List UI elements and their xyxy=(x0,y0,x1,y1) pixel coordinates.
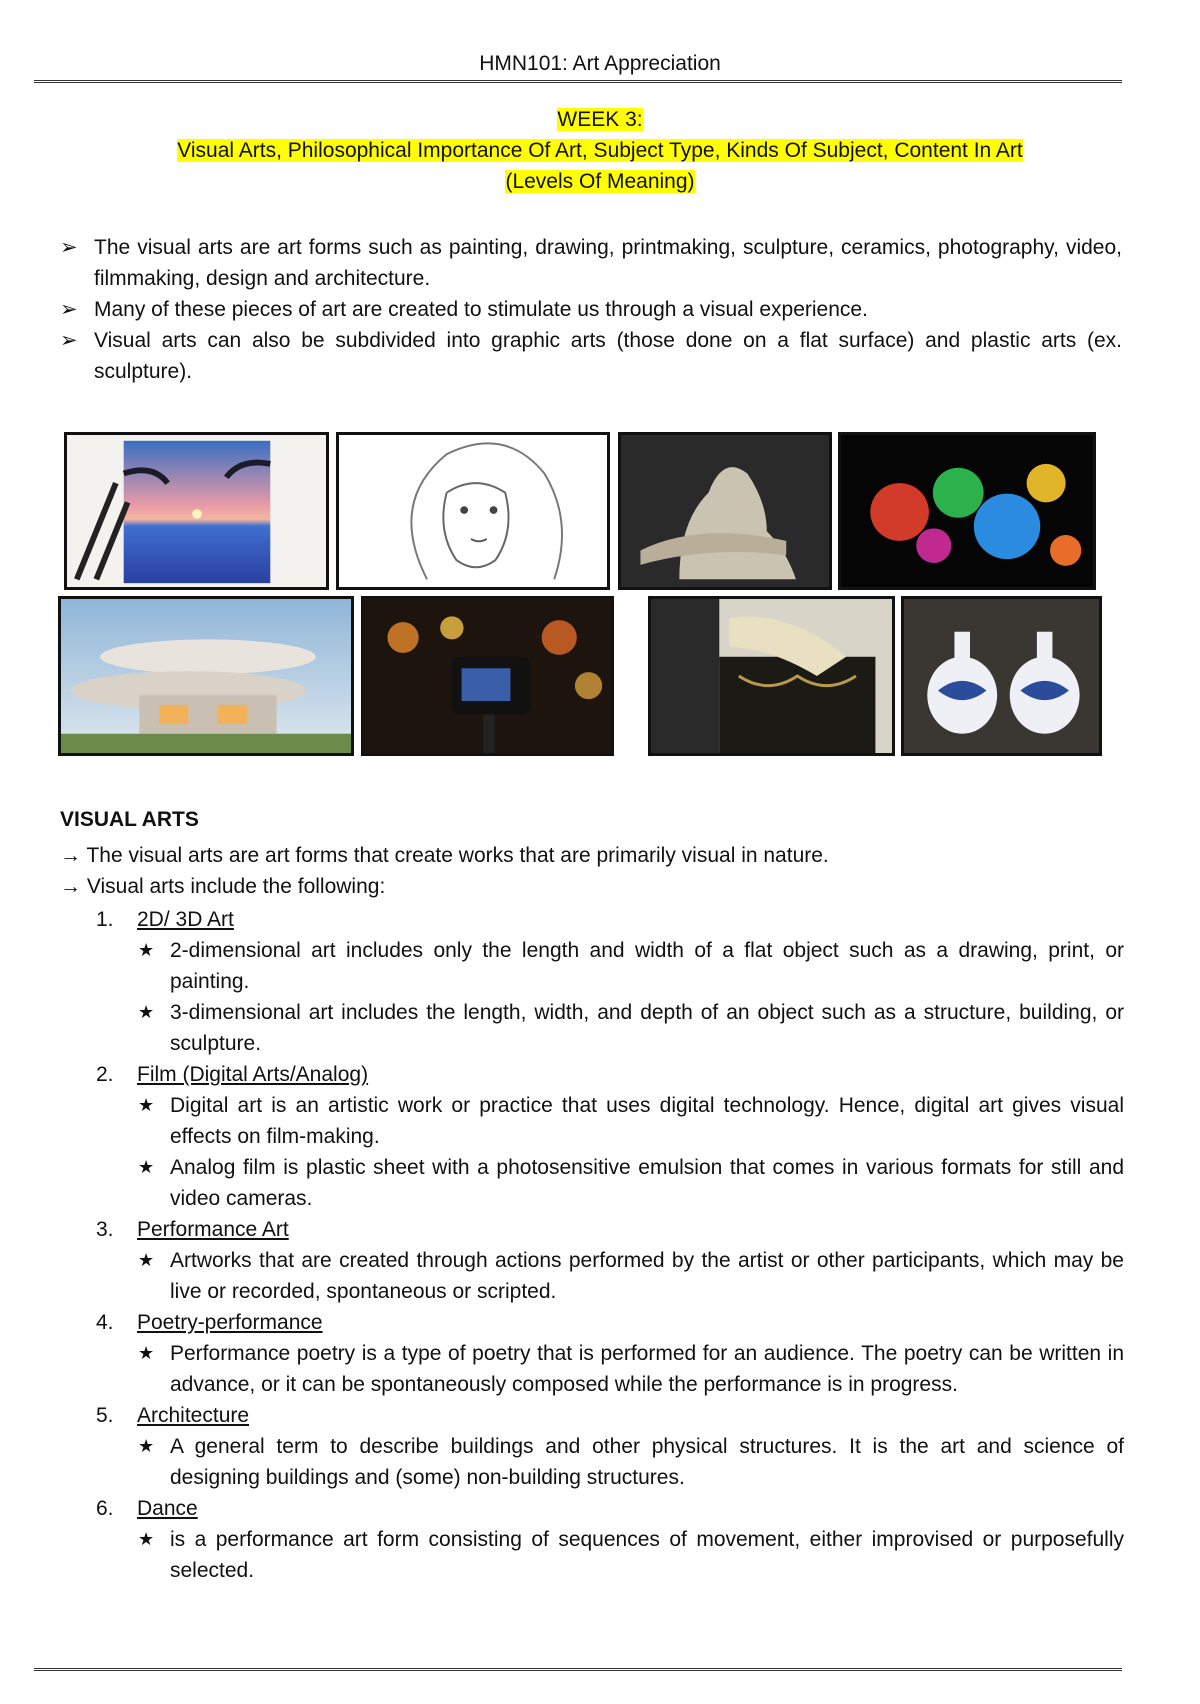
photography-photo xyxy=(361,596,614,756)
arrow-icon: → xyxy=(60,844,81,867)
sculpture-photo xyxy=(618,432,832,590)
section-heading-visual-arts: VISUAL ARTS xyxy=(60,808,199,831)
week-levels: (Levels Of Meaning) xyxy=(505,170,695,193)
star-icon: ★ xyxy=(138,1343,155,1363)
visual-arts-list xyxy=(60,904,1124,1586)
star-icon: ★ xyxy=(138,1157,155,1177)
architecture-photo xyxy=(58,596,354,756)
list-subpoint: ★ 3-dimensional art includes the length, width, and depth of an object such as a structure, building, or sculpture. xyxy=(60,997,1124,1059)
visual-arts-intro xyxy=(60,840,1124,902)
intro-bullet: ➢ Many of these pieces of art are created to stimulate us through a visual experience. xyxy=(58,294,1122,325)
star-icon: ★ xyxy=(138,1529,155,1549)
list-subpoint: ★ Performance poetry is a type of poetry that is performed for an audience. The poetry can be written in advance, or it can be spontaneously composed while the performance is in progress. xyxy=(60,1338,1124,1400)
list-item-title: 6. Dance xyxy=(96,1497,198,1520)
list-item-title: 4. Poetry-performance xyxy=(96,1311,323,1334)
list-subpoint: ★ Artworks that are created through actions performed by the artist or other participants, which may be live or recorded, spontaneous or scripted. xyxy=(60,1245,1124,1307)
list-subpoint: ★ A general term to describe buildings and other physical structures. It is the art and science of designing buildings and (some) non-building structures. xyxy=(60,1431,1124,1493)
week-heading xyxy=(90,104,1110,197)
intro-bullet-list xyxy=(58,232,1122,387)
star-icon: ★ xyxy=(138,1002,155,1022)
arrow-line: → The visual arts are art forms that create works that are primarily visual in nature. xyxy=(60,844,829,867)
star-icon: ★ xyxy=(138,940,155,960)
painting-photo xyxy=(64,432,329,590)
star-icon: ★ xyxy=(138,1095,155,1115)
list-item-title: 3. Performance Art xyxy=(96,1218,289,1241)
list-item-title: 1. 2D/ 3D Art xyxy=(96,908,234,931)
week-label: WEEK 3: xyxy=(557,108,643,131)
week-topics: Visual Arts, Philosophical Importance Of Art, Subject Type, Kinds Of Subject, Content In Art xyxy=(177,139,1023,162)
bullet-arrow-icon: ➢ xyxy=(60,329,78,352)
digital-art-image xyxy=(838,432,1096,590)
printmaking-photo xyxy=(648,596,895,756)
star-icon: ★ xyxy=(138,1436,155,1456)
drawing-image xyxy=(336,432,610,590)
list-subpoint: ★ Digital art is an artistic work or practice that uses digital technology. Hence, digital art gives visual effects on film-making. xyxy=(60,1090,1124,1152)
bullet-arrow-icon: ➢ xyxy=(60,236,78,259)
list-subpoint: ★ is a performance art form consisting of sequences of movement, either improvised or purposefully selected. xyxy=(60,1524,1124,1586)
document-header: HMN101: Art Appreciation xyxy=(479,52,721,75)
star-icon: ★ xyxy=(138,1250,155,1270)
arrow-icon: → xyxy=(60,875,81,898)
list-subpoint: ★ Analog film is plastic sheet with a photosensitive emulsion that comes in various formats for still and video cameras. xyxy=(60,1152,1124,1214)
intro-bullet: ➢ The visual arts are art forms such as painting, drawing, printmaking, sculpture, ceramics, photography, video, filmmaking, design and architecture. xyxy=(58,232,1122,294)
list-item-title: 5. Architecture xyxy=(96,1404,250,1427)
intro-bullet: ➢ Visual arts can also be subdivided into graphic arts (those done on a flat surface) and plastic arts (ex. sculpture). xyxy=(58,325,1122,387)
list-subpoint: ★ 2-dimensional art includes only the length and width of a flat object such as a drawing, print, or painting. xyxy=(60,935,1124,997)
header-rule xyxy=(34,80,1122,83)
footer-rule xyxy=(34,1668,1122,1671)
arrow-line: → Visual arts include the following: xyxy=(60,875,386,898)
ceramics-photo xyxy=(901,596,1102,756)
list-item-title: 2. Film (Digital Arts/Analog) xyxy=(96,1063,369,1086)
bullet-arrow-icon: ➢ xyxy=(60,298,78,321)
